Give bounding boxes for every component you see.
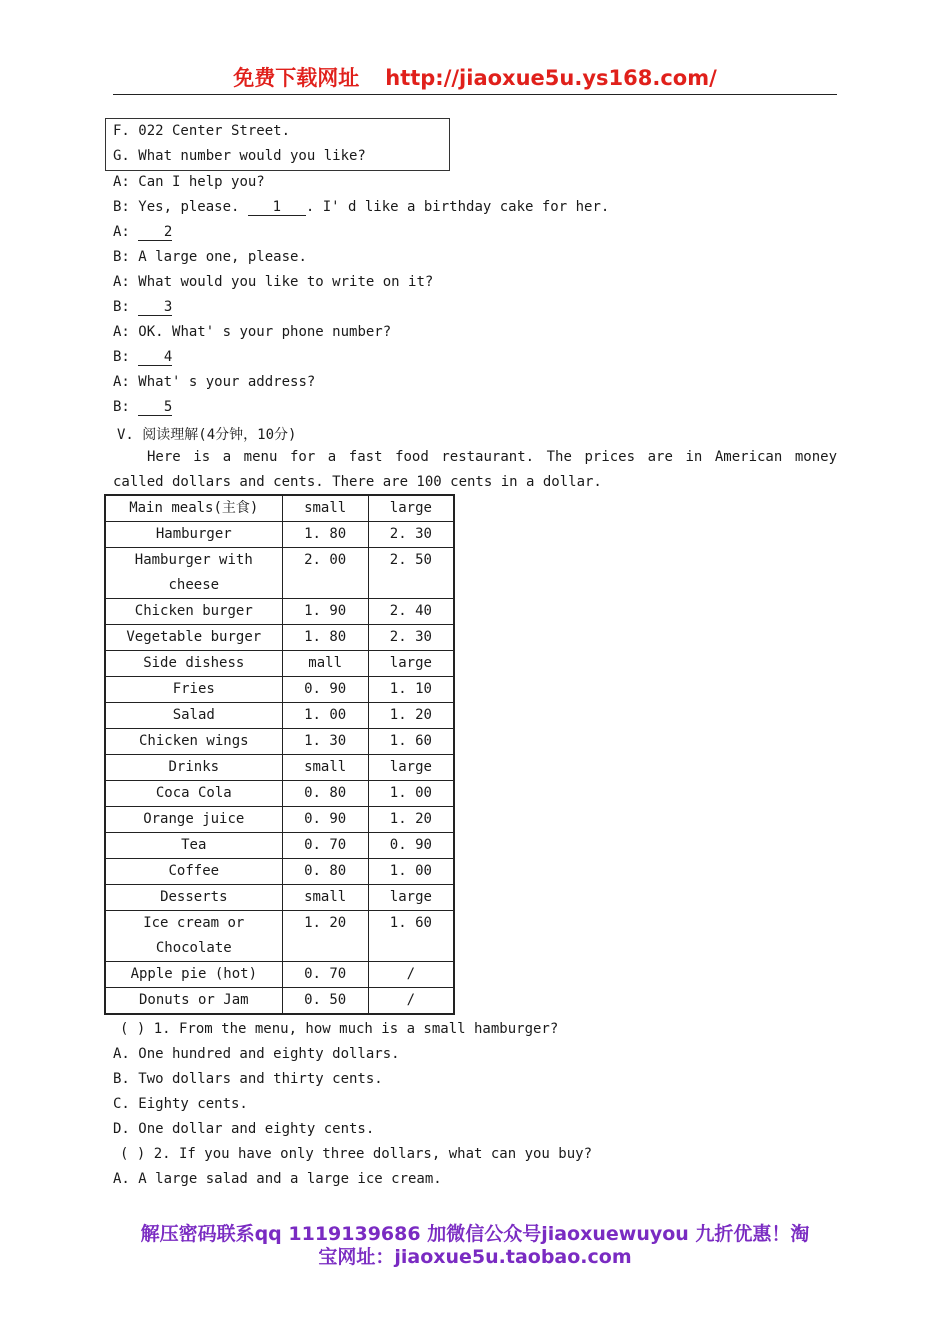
dialogue-line: B: Yes, please. 1 . I' d like a birthday cake for her. (113, 199, 610, 215)
menu-item-name: Chicken burger (105, 599, 282, 625)
menu-row (105, 599, 454, 625)
menu-price-small: small (282, 495, 368, 522)
menu-row (105, 703, 454, 729)
menu-price-large: / (368, 988, 454, 1015)
menu-item-name: Vegetable burger (105, 625, 282, 651)
dialogue-line: B: 5 (113, 399, 173, 415)
dialogue-line: B: 4 (113, 349, 173, 365)
menu-price-small: 1. 30 (282, 729, 368, 755)
menu-item-name: Side dishess (105, 651, 282, 677)
menu-price-small: 1. 20 (282, 911, 368, 962)
menu-item-name: Main meals(主食) (105, 495, 282, 522)
menu-item-name: Orange juice (105, 807, 282, 833)
menu-item-name: Coffee (105, 859, 282, 885)
menu-price-small: 0. 90 (282, 807, 368, 833)
menu-price-small: small (282, 755, 368, 781)
menu-price-small: 1. 80 (282, 522, 368, 548)
dialogue-line: A: OK. What' s your phone number? (113, 324, 392, 340)
answer-option: B. Two dollars and thirty cents. (113, 1071, 383, 1087)
answer-blank[interactable]: 2 (138, 225, 172, 241)
menu-price-small: small (282, 885, 368, 911)
dialogue-line: A: What would you like to write on it? (113, 274, 434, 290)
menu-row (105, 833, 454, 859)
menu-price-large: 2. 30 (368, 522, 454, 548)
menu-price-large: 2. 30 (368, 625, 454, 651)
menu-price-large: 1. 00 (368, 859, 454, 885)
dialogue-line: A: What' s your address? (113, 374, 316, 390)
menu-price-large: 1. 60 (368, 911, 454, 962)
menu-price-large: 2. 50 (368, 548, 454, 599)
menu-price-large: large (368, 495, 454, 522)
menu-price-small: mall (282, 651, 368, 677)
menu-row (105, 548, 454, 599)
menu-item-name: Desserts (105, 885, 282, 911)
answer-blank[interactable]: 4 (138, 350, 172, 366)
menu-item-name: Hamburger with cheese (105, 548, 282, 599)
answer-blank[interactable]: 1 (248, 200, 306, 216)
footer-line-1: 解压密码联系qq 1119139686 加微信公众号jiaoxuewuyou 九折优惠！淘 (140, 1223, 810, 1245)
answer-blank[interactable]: 5 (138, 400, 172, 416)
menu-item-name: Salad (105, 703, 282, 729)
answer-option: A. One hundred and eighty dollars. (113, 1046, 400, 1062)
option-g: G. What number would you like? (113, 148, 366, 164)
page-header (0, 62, 950, 92)
menu-price-small: 1. 80 (282, 625, 368, 651)
menu-price-large: large (368, 755, 454, 781)
menu-table-body (105, 495, 454, 1014)
menu-row (105, 625, 454, 651)
menu-price-large: 1. 20 (368, 807, 454, 833)
menu-row (105, 988, 454, 1015)
footer-line-2: 宝网址：jiaoxue5u.taobao.com (318, 1246, 632, 1268)
dialogue-line: B: 3 (113, 299, 173, 315)
menu-price-small: 1. 90 (282, 599, 368, 625)
menu-item-name: Drinks (105, 755, 282, 781)
menu-price-large: 0. 90 (368, 833, 454, 859)
menu-price-small: 0. 90 (282, 677, 368, 703)
menu-item-name: Donuts or Jam (105, 988, 282, 1015)
section-title: V. 阅读理解(4分钟，10分) (117, 427, 297, 443)
answer-blank[interactable]: 3 (138, 300, 172, 316)
option-f: F. 022 Center Street. (113, 123, 291, 139)
menu-row (105, 911, 454, 962)
menu-item-name: Hamburger (105, 522, 282, 548)
menu-row (105, 651, 454, 677)
dialogue-line: A: 2 (113, 224, 173, 240)
menu-row (105, 859, 454, 885)
menu-row (105, 677, 454, 703)
menu-item-name: Coca Cola (105, 781, 282, 807)
menu-item-name: Fries (105, 677, 282, 703)
menu-price-large: 1. 60 (368, 729, 454, 755)
answer-option: D. One dollar and eighty cents. (113, 1121, 375, 1137)
question-stem: ( ) 2. If you have only three dollars, what can you buy? (120, 1146, 593, 1162)
menu-item-name: Tea (105, 833, 282, 859)
menu-row (105, 962, 454, 988)
header-url-link[interactable]: http://jiaoxue5u.ys168.com/ (385, 66, 717, 90)
dialogue-line: B: A large one, please. (113, 249, 307, 265)
menu-price-large: 1. 10 (368, 677, 454, 703)
menu-price-small: 2. 00 (282, 548, 368, 599)
menu-price-large: / (368, 962, 454, 988)
menu-price-large: 2. 40 (368, 599, 454, 625)
menu-price-large: large (368, 885, 454, 911)
menu-price-small: 0. 80 (282, 859, 368, 885)
menu-row (105, 885, 454, 911)
menu-price-small: 0. 70 (282, 962, 368, 988)
menu-row (105, 495, 454, 522)
menu-item-name: Apple pie (hot) (105, 962, 282, 988)
menu-row (105, 729, 454, 755)
menu-price-small: 0. 50 (282, 988, 368, 1015)
menu-item-name: Ice cream or Chocolate (105, 911, 282, 962)
header-divider (113, 94, 837, 95)
question-stem: ( ) 1. From the menu, how much is a small hamburger? (120, 1021, 559, 1037)
menu-price-small: 0. 80 (282, 781, 368, 807)
header-label: 免费下载网址 (233, 66, 360, 90)
menu-price-large: large (368, 651, 454, 677)
menu-price-small: 1. 00 (282, 703, 368, 729)
menu-item-name: Chicken wings (105, 729, 282, 755)
menu-row (105, 781, 454, 807)
menu-price-large: 1. 20 (368, 703, 454, 729)
menu-price-small: 0. 70 (282, 833, 368, 859)
menu-row (105, 755, 454, 781)
answer-option: C. Eighty cents. (113, 1096, 248, 1112)
menu-row (105, 522, 454, 548)
menu-price-large: 1. 00 (368, 781, 454, 807)
answer-option: A. A large salad and a large ice cream. (113, 1171, 442, 1187)
menu-table (104, 494, 455, 1015)
dialogue-line: A: Can I help you? (113, 174, 265, 190)
section-intro: Here is a menu for a fast food restaurant. The prices are in American money called dollars and cents. There are 100 cents in a dollar. (113, 449, 837, 490)
menu-row (105, 807, 454, 833)
